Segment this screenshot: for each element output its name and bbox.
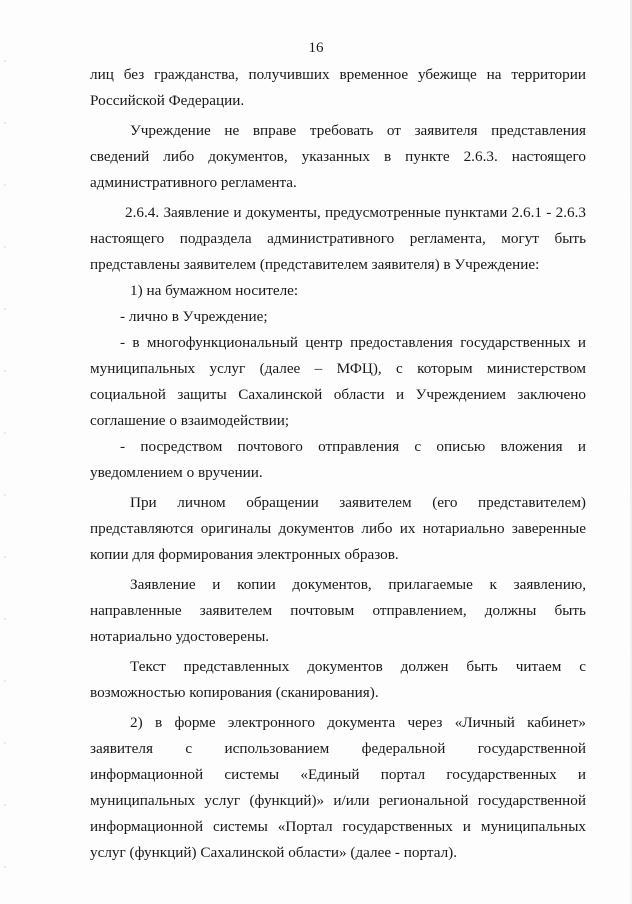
paragraph-2-6-4: 2.6.4. Заявление и документы, предусмотренные пунктами 2.6.1 - 2.6.3 настоящего подраздела административного регламента, могут быть представлены заявителем (представителем заявителя) в Учреждение:: [90, 204, 586, 273]
list-item-electronic: 2) в форме электронного документа через «Личный кабинет» заявителя с использованием федеральной государственной информационной системы «Единый портал государственных и муниципальных услуг (функций)» и/или региональной государственной информационной системы «Портал государственных и муниципальных услуг (функций) Сахалинской области» (далее - портал).: [90, 714, 586, 861]
document-body: [90, 62, 586, 866]
scan-artifact-left: [4, 0, 6, 904]
list-item-in-person: - лично в Учреждение;: [120, 308, 268, 325]
paragraph-readable-text: Текст представленных документов должен быть читаем с возможностью копирования (сканирования).: [90, 658, 586, 701]
paragraph-personal-visit: При личном обращении заявителем (его представителем) представляются оригиналы документов либо их нотариально заверенные копии для формирования электронных образов.: [90, 494, 586, 563]
paragraph-restriction: Учреждение не вправе требовать от заявителя представления сведений либо документов, указанных в пункте 2.6.3. настоящего административного регламента.: [90, 122, 586, 191]
paragraph-continuation: лиц без гражданства, получивших временное убежище на территории Российской Федерации.: [90, 66, 586, 109]
list-item-paper: 1) на бумажном носителе:: [130, 282, 299, 299]
list-item-post: - посредством почтового отправления с описью вложения и уведомлением о вручении.: [90, 438, 586, 481]
paragraph-notarized-copies: Заявление и копии документов, прилагаемые к заявлению, направленные заявителем почтовым отправлением, должны быть нотариально удостоверены.: [90, 576, 586, 645]
page-number: 16: [308, 40, 324, 56]
list-item-mfc: - в многофункциональный центр предоставления государственных и муниципальных услуг (далее – МФЦ), с которым министерством социальной защиты Сахалинской области и Учреждением заключено соглашение о взаимодействии;: [90, 334, 586, 429]
